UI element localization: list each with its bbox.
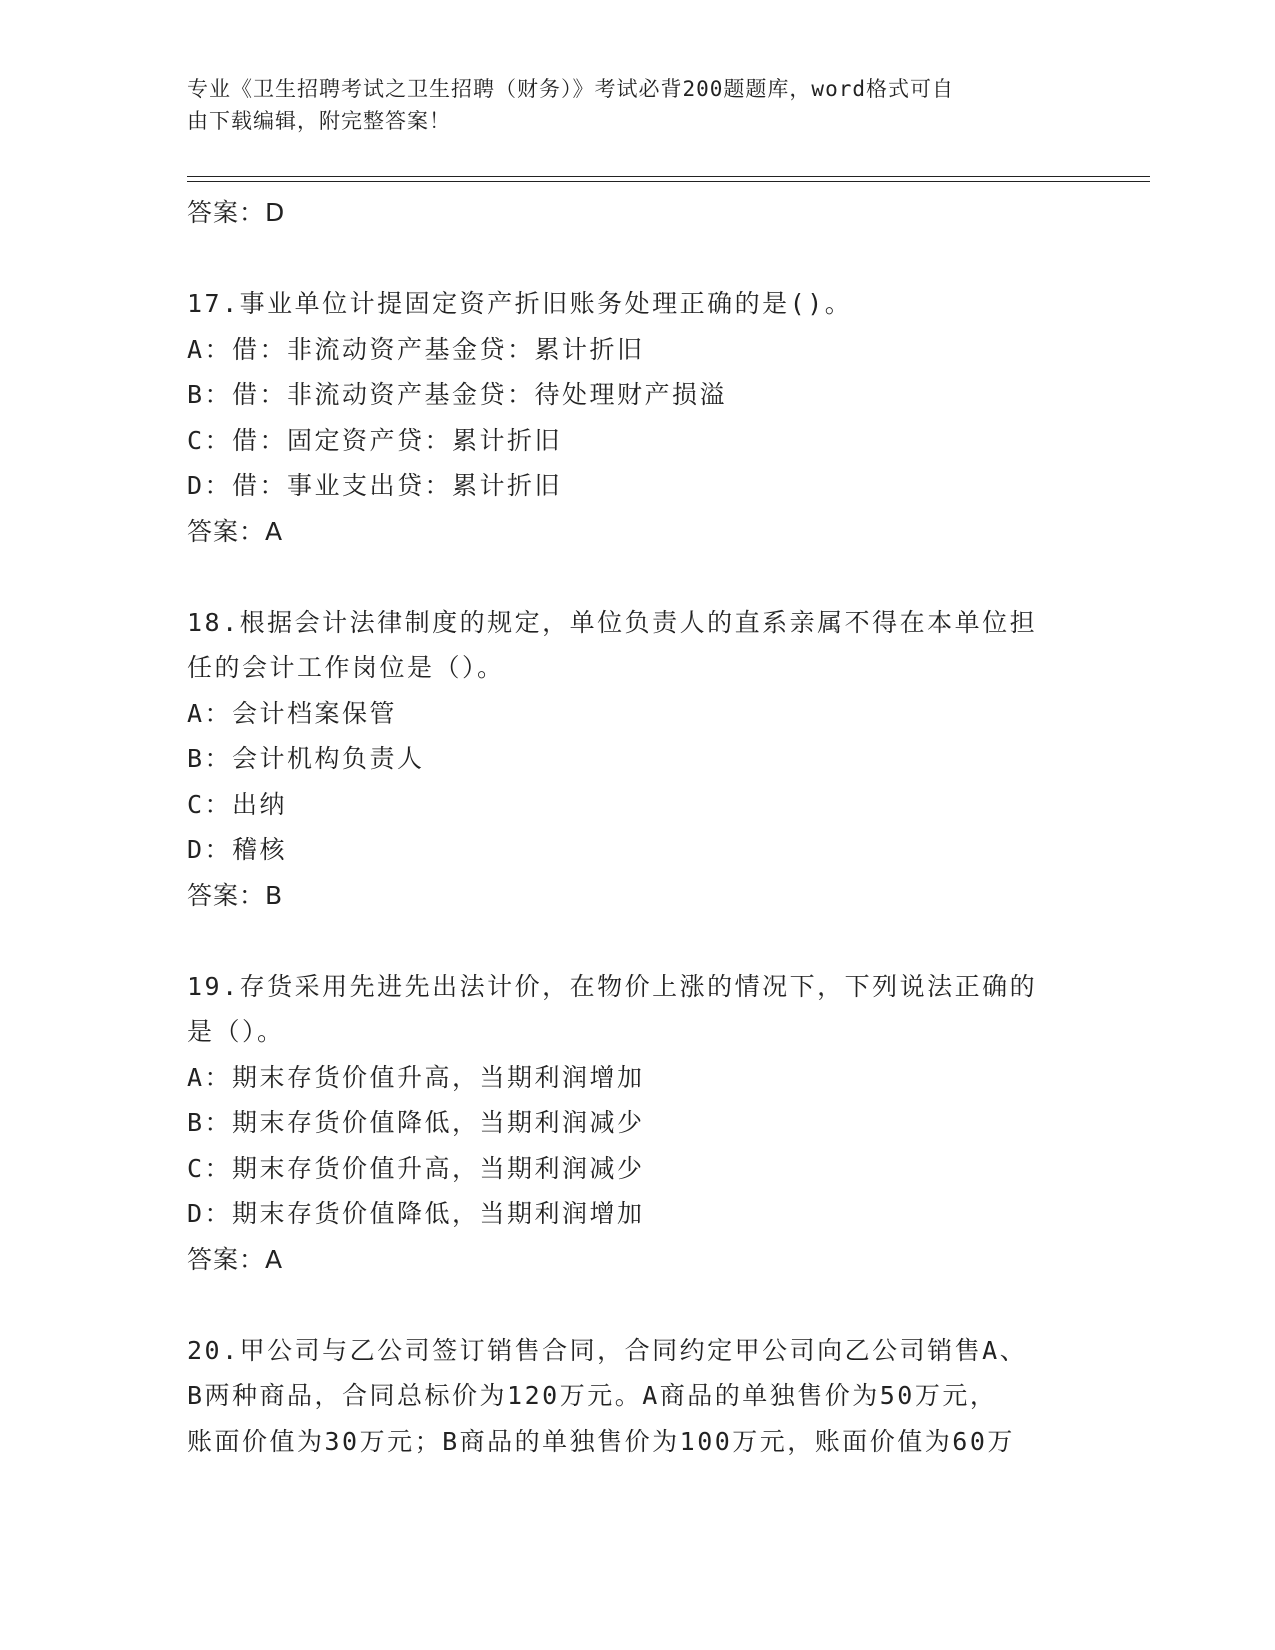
question-19 <box>187 964 1087 1283</box>
question-17-option-b: B：借：非流动资产基金贷：待处理财产损溢 <box>187 380 728 409</box>
question-19-option-a: A：期末存货价值升高，当期利润增加 <box>187 1062 645 1092</box>
question-19-option-d: D：期末存货价值降低，当期利润增加 <box>187 1199 645 1228</box>
spacer <box>187 1282 1087 1328</box>
spacer <box>187 918 1087 964</box>
question-18-option-d: D：稽核 <box>187 835 288 864</box>
question-18-stem-line-2: 任的会计工作岗位是（）。 <box>187 653 505 682</box>
question-18-option-a: A：会计档案保管 <box>187 698 398 728</box>
question-17-option-a: A：借：非流动资产基金贷：累计折旧 <box>187 334 645 364</box>
header-divider-top <box>187 176 1150 177</box>
question-17-answer: 答案：A <box>187 516 284 546</box>
question-18-option-c: C：出纳 <box>187 789 288 819</box>
question-19-stem-line-1: 19.存货采用先进先出法计价，在物价上涨的情况下，下列说法正确的 <box>187 971 1038 1001</box>
question-17-stem: 17.事业单位计提固定资产折旧账务处理正确的是()。 <box>187 289 853 318</box>
question-18-option-b: B：会计机构负责人 <box>187 744 425 773</box>
header-line-2: 由下载编辑，附完整答案！ <box>187 109 451 133</box>
header-line-1: 专业《卫生招聘考试之卫生招聘（财务）》考试必背200题题库，word格式可自 <box>187 77 954 101</box>
question-19-stem-line-2: 是（）。 <box>187 1017 285 1046</box>
question-20-stem-line-2: B两种商品，合同总标价为120万元。A商品的单独售价为50万元， <box>187 1381 998 1410</box>
question-17-option-c: C：借：固定资产贷：累计折旧 <box>187 425 563 455</box>
spacer <box>187 554 1087 600</box>
question-20-stem-line-1: 20.甲公司与乙公司签订销售合同，合同约定甲公司向乙公司销售A、 <box>187 1335 1028 1365</box>
question-18-stem-line-1: 18.根据会计法律制度的规定，单位负责人的直系亲属不得在本单位担 <box>187 607 1038 637</box>
question-17-option-d: D：借：事业支出贷：累计折旧 <box>187 471 563 500</box>
question-19-answer: 答案：A <box>187 1244 284 1274</box>
question-17 <box>187 281 1087 554</box>
document-header <box>187 73 1087 137</box>
header-divider-bottom <box>187 181 1150 182</box>
answer-16: 答案：D <box>187 198 286 227</box>
question-18-answer: 答案：B <box>187 880 284 910</box>
question-20-stem-line-3: 账面价值为30万元；B商品的单独售价为100万元，账面价值为60万 <box>187 1426 1015 1456</box>
question-18 <box>187 600 1087 919</box>
question-19-option-b: B：期末存货价值降低，当期利润减少 <box>187 1108 645 1137</box>
question-list <box>187 190 1087 1464</box>
spacer <box>187 236 1087 282</box>
question-20 <box>187 1328 1087 1465</box>
question-19-option-c: C：期末存货价值升高，当期利润减少 <box>187 1153 645 1183</box>
